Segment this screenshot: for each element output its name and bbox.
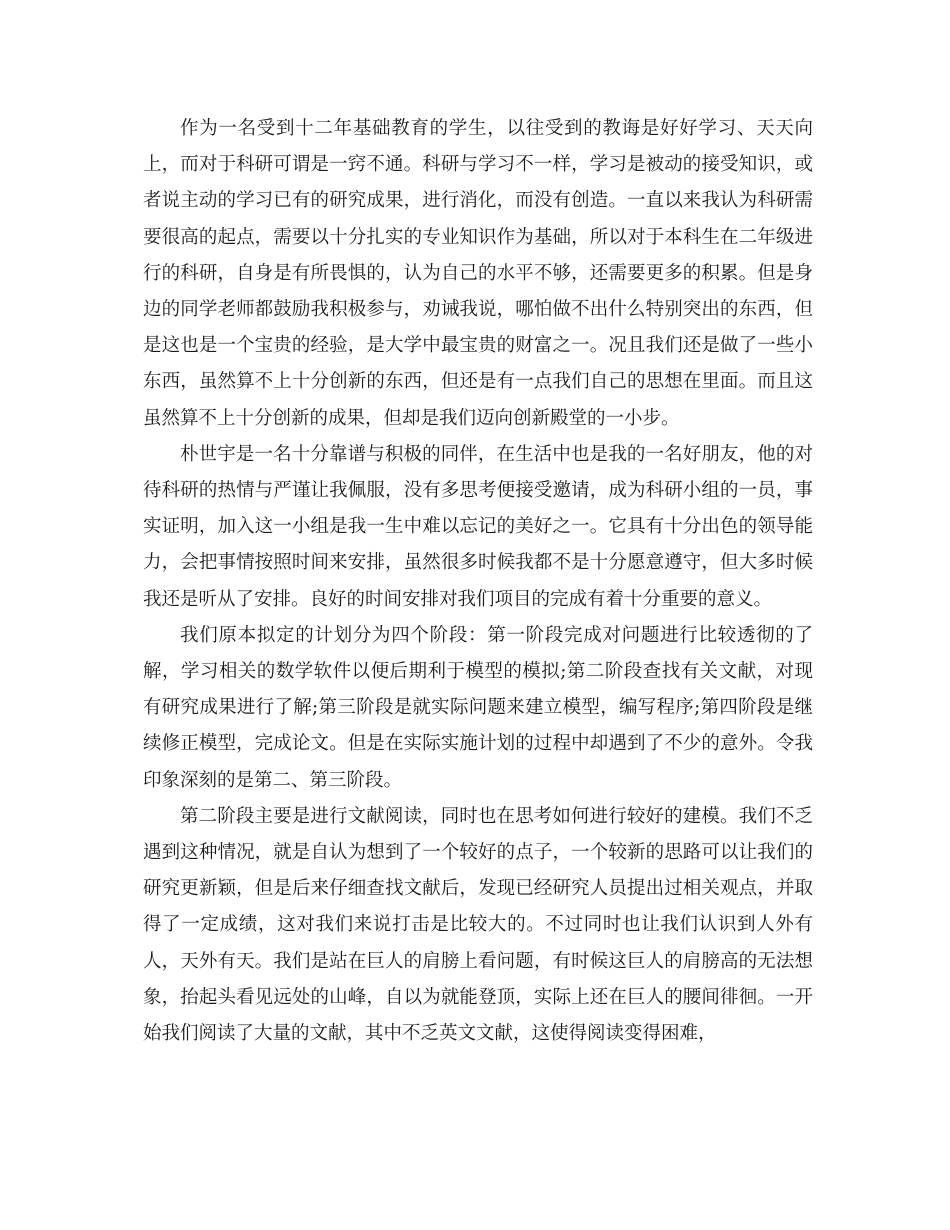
document-body (143, 111, 813, 1052)
paragraph-4: 第二阶段主要是进行文献阅读，同时也在思考如何进行较好的建模。我们不乏遇到这种情况，就是自认为想到了一个较好的点子，一个较新的思路可以让我们的研究更新颖，但是后来仔细查找文献后，发现已经研究人员提出过相关观点，并取得了一定成绩，这对我们来说打击是比较大的。不过同时也让我们认识到人外有人，天外有天。我们是站在巨人的肩膀上看问题，有时候这巨人的肩膀高的无法想象，抬起头看见远处的山峰，自以为就能登顶，实际上还在巨人的腰间徘徊。一开始我们阅读了大量的文献，其中不乏英文文献，这使得阅读变得困难， (143, 805, 813, 1045)
paragraph-2: 朴世宇是一名十分靠谱与积极的同伴，在生活中也是我的一名好朋友，他的对待科研的热情与严谨让我佩服，没有多思考便接受邀请，成为科研小组的一员，事实证明，加入这一小组是我一生中难以忘记的美好之一。它具有十分出色的领导能力，会把事情按照时间来安排，虽然很多时候我都不是十分愿意遵守，但大多时候我还是听从了安排。良好的时间安排对我们项目的完成有着十分重要的意义。 (143, 443, 813, 610)
paragraph-3: 我们原本拟定的计划分为四个阶段：第一阶段完成对问题进行比较透彻的了解，学习相关的数学软件以便后期利于模型的模拟;第二阶段查找有关文献，对现有研究成果进行了解;第三阶段是就实际问题来建立模型，编写程序;第四阶段是继续修正模型，完成论文。但是在实际实施计划的过程中却遇到了不少的意外。令我印象深刻的是第二、第三阶段。 (143, 624, 813, 791)
paragraph-1: 作为一名受到十二年基础教育的学生，以往受到的教诲是好好学习、天天向上，而对于科研可谓是一窍不通。科研与学习不一样，学习是被动的接受知识，或者说主动的学习已有的研究成果，进行消化，而没有创造。一直以来我认为科研需要很高的起点，需要以十分扎实的专业知识作为基础，所以对于本科生在二年级进行的科研，自身是有所畏惧的，认为自己的水平不够，还需要更多的积累。但是身边的同学老师都鼓励我积极参与，劝诫我说，哪怕做不出什么特别突出的东西，但是这也是一个宝贵的经验，是大学中最宝贵的财富之一。况且我们还是做了一些小东西，虽然算不上十分创新的东西，但还是有一点我们自己的思想在里面。而且这虽然算不上十分创新的成果，但却是我们迈向创新殿堂的一小步。 (143, 118, 813, 429)
